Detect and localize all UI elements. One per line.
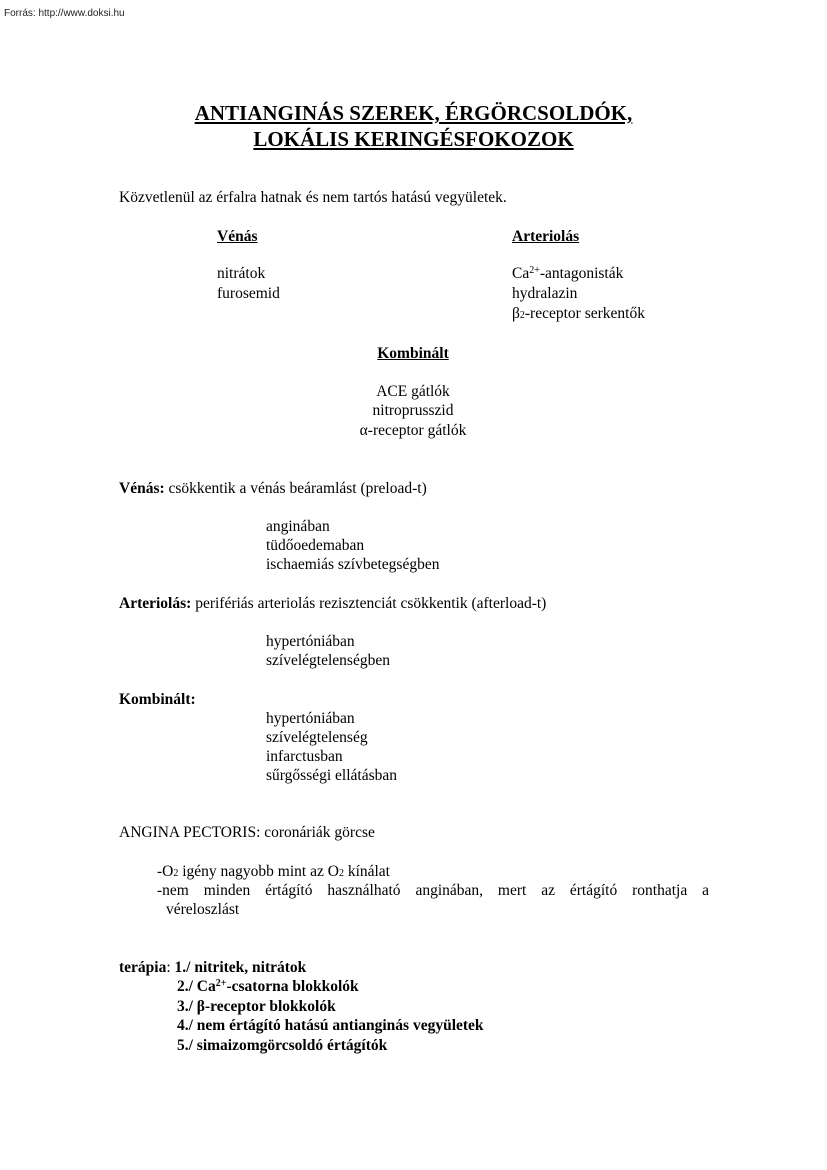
kombinalt-indication: hypertóniában [266,710,355,727]
venas-indication: ischaemiás szívbetegségben [266,556,440,573]
kombinalt-item: ACE gátlók [376,383,450,400]
venas-item: nitrátok [217,265,266,282]
angina-line: véreloszlást [166,901,240,918]
venas-section-text: Vénás: csökkentik a vénás beáramlást (preload-t) [119,480,427,497]
kombinalt-indication: sűrgősségi ellátásban [266,767,398,784]
therapy-item: 3./ β-receptor blokkolók [177,998,336,1015]
arteriolas-indication: hypertóniában [266,633,355,650]
arteriolas-item: hydralazin [512,285,578,302]
venas-item: furosemid [217,285,280,302]
angina-heading: ANGINA PECTORIS: coronáriák görcse [119,824,375,841]
kombinalt-indication: infarctusban [266,748,343,765]
intro-text: Közvetlenül az érfalra hatnak és nem tartós hatású vegyületek. [119,189,507,206]
therapy-line: terápia: 1./ nitritek, nitrátok [119,959,307,976]
venas-indication: tüdőoedemaban [266,537,365,554]
kombinalt-item: nitroprusszid [372,402,454,419]
arteriolas-item: $\beta_2$-receptor serkentők [512,305,645,322]
therapy-item: 4./ nem értágító hatású antianginás vegyületek [177,1017,484,1034]
page-title-line1: ANTIANGINÁS SZEREK, ÉRGÖRCSOLDÓK, [194,101,633,125]
arteriolas-section-text: Arteriolás: perifériás arteriolás rezisztenciát csökkentik (afterload-t) [119,595,547,612]
angina-line: $-O_2$ igény nagyobb mint az $O_2$ kínálat [157,863,390,880]
venas-heading: Vénás [217,228,258,245]
therapy-item: 5./ simaizomgörcsoldó értágítók [177,1037,388,1054]
kombinalt-item: α-receptor gátlók [359,422,467,439]
page-title-line2: LOKÁLIS KERINGÉSFOKOZOK [253,127,574,151]
arteriolas-indication: szívelégtelenségben [266,652,390,669]
arteriolas-heading: Arteriolás [512,228,580,245]
source-label: Forrás: http://www.doksi.hu [4,8,125,19]
arteriolas-item: $Ca^{2+}$-antagonisták [512,265,624,282]
therapy-item: 2./ $Ca^{2+}$-csatorna blokkolók [177,978,359,995]
venas-indication: anginában [266,518,330,535]
kombinalt-indication: szívelégtelenség [266,729,368,746]
kombinalt-heading: Kombinált [377,345,449,362]
angina-line: -nem minden értágító használható anginában, mert az értágító ronthatja a [157,882,709,899]
kombinalt-section-label: Kombinált: [119,691,196,708]
